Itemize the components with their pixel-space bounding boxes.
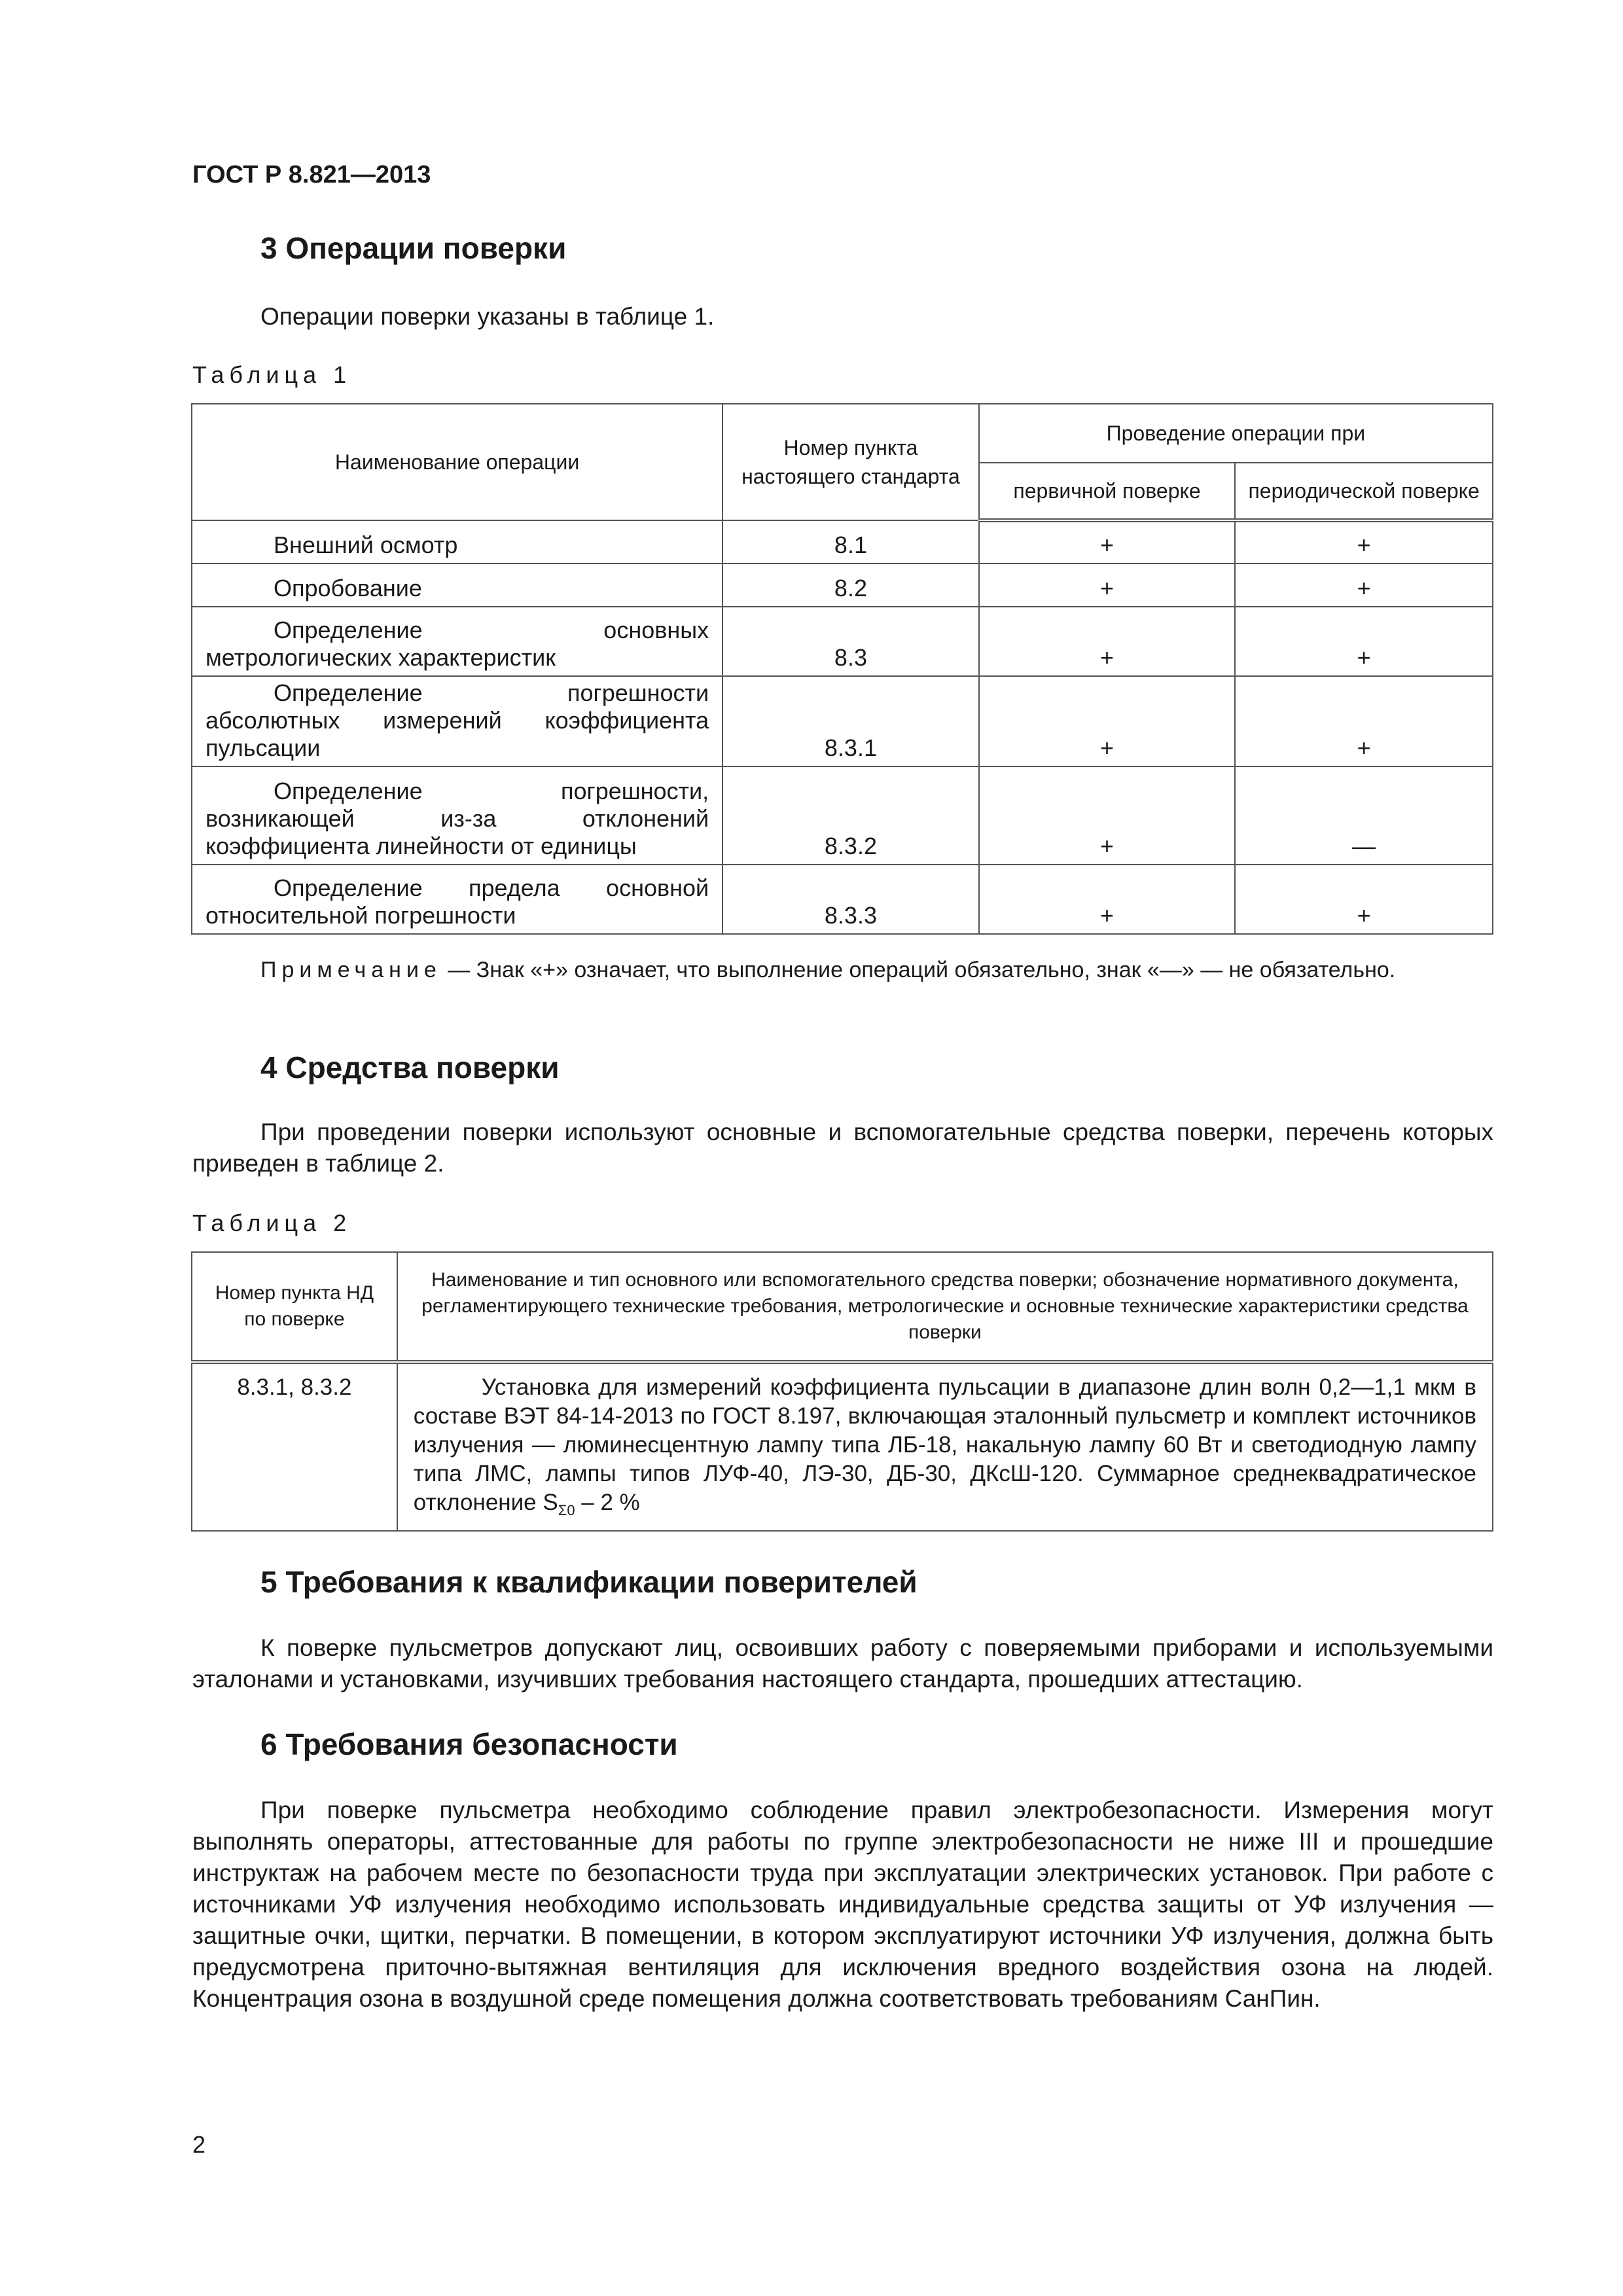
t1-cell-number: 8.2 <box>722 564 979 607</box>
t1-cell-name: Определение предела основной относительной погрешности <box>192 865 722 934</box>
t1-cell-primary: + <box>979 520 1236 564</box>
t1-cell-name: Опробование <box>192 564 722 607</box>
t2-header-number: Номер пункта НД по поверке <box>192 1252 397 1362</box>
section-3-title: 3 Операции поверки <box>260 231 567 265</box>
t2-desc-text: Установка для измерений коэффициента пульсации в диапазоне длин волн 0,2—1,1 мкм в составе ВЭТ 84-14-2013 по ГОСТ 8.197, включающая эталонный пульсметр и комплект источников излучения — люминесцентную лампу типа ЛБ-18, накальную лампу 60 Вт и светодиодную лампу типа ЛМС, лампы типов ЛУФ-40, ЛЭ-30, ДБ-30, ДКсШ-120. Суммарное среднеквадратическое отклонение S <box>413 1374 1476 1515</box>
t1-cell-number: 8.3.2 <box>722 766 979 865</box>
table-1-note <box>192 954 1493 986</box>
table-row <box>192 676 1493 766</box>
t2-header-name: Наименование и тип основного или вспомогательного средства поверки; обозначение нормативного документа, регламентирующего технические требования, метрологические и основные технические характеристики средства поверки <box>397 1252 1493 1362</box>
t2-cell-number: 8.3.1, 8.3.2 <box>192 1362 397 1531</box>
t1-cell-primary: + <box>979 865 1236 934</box>
t1-cell-name: Внешний осмотр <box>192 520 722 564</box>
note-text: — Знак «+» означает, что выполнение операций обязательно, знак «—» — не обязательно. <box>441 958 1396 982</box>
t1-cell-name: Определение погрешности абсолютных измерений коэффициента пульсации <box>192 676 722 766</box>
t1-header-number: Номер пункта настоящего стандарта <box>722 404 979 520</box>
t1-cell-number: 8.1 <box>722 520 979 564</box>
table-row <box>192 564 1493 607</box>
t1-header-performing: Проведение операции при <box>979 404 1493 463</box>
document-header: ГОСТ Р 8.821—2013 <box>192 161 431 188</box>
section-3-text: Операции поверки указаны в таблице 1. <box>260 303 715 330</box>
t1-header-primary: первичной поверке <box>979 463 1236 520</box>
table-row <box>192 766 1493 865</box>
note-label: Примечание <box>260 958 442 982</box>
t1-cell-periodic: + <box>1235 865 1493 934</box>
t2-desc-tail: – 2 % <box>575 1490 640 1515</box>
t1-cell-periodic: + <box>1235 564 1493 607</box>
t1-cell-primary: + <box>979 564 1236 607</box>
t1-cell-periodic: + <box>1235 607 1493 676</box>
t1-cell-number: 8.3 <box>722 607 979 676</box>
t1-cell-periodic: — <box>1235 766 1493 865</box>
t1-header-name: Наименование операции <box>192 404 722 520</box>
table-2-label: Таблица 2 <box>192 1210 352 1236</box>
t1-cell-primary: + <box>979 607 1236 676</box>
t1-cell-primary: + <box>979 766 1236 865</box>
t1-header-periodic: периодической поверке <box>1235 463 1493 520</box>
table-row <box>192 865 1493 934</box>
section-4-title: 4 Средства поверки <box>260 1050 560 1085</box>
table-row <box>192 607 1493 676</box>
t1-cell-name: Определение основных метрологических характеристик <box>192 607 722 676</box>
table-1 <box>191 403 1493 935</box>
table-row <box>192 520 1493 564</box>
t1-cell-primary: + <box>979 676 1236 766</box>
section-6-title: 6 Требования безопасности <box>260 1727 678 1761</box>
section-5-title: 5 Требования к квалификации поверителей <box>260 1565 918 1599</box>
table-row <box>192 1362 1493 1531</box>
t1-cell-name: Определение погрешности, возникающей из-за отклонений коэффициента линейности от единицы <box>192 766 722 865</box>
t2-cell-desc <box>397 1362 1493 1531</box>
table-1-label: Таблица 1 <box>192 361 352 388</box>
t1-cell-number: 8.3.3 <box>722 865 979 934</box>
t1-cell-number: 8.3.1 <box>722 676 979 766</box>
t1-cell-periodic: + <box>1235 520 1493 564</box>
t2-desc-subscript: Σ0 <box>558 1502 575 1518</box>
section-4-text: При проведении поверки используют основные и вспомогательные средства поверки, перечень которых приведен в таблице 2. <box>192 1119 1493 1177</box>
section-5-text: К поверке пульсметров допускают лиц, освоивших работу с поверяемыми приборами и используемыми эталонами и установками, изучивших требования настоящего стандарта, прошедших аттестацию. <box>192 1634 1493 1693</box>
table-2 <box>191 1251 1493 1532</box>
page-number: 2 <box>192 2131 206 2158</box>
t1-cell-periodic: + <box>1235 676 1493 766</box>
section-6-text: При поверке пульсметра необходимо соблюдение правил электробезопасности. Измерения могут выполнять операторы, аттестованные для работы по группе электробезопасности не ниже III и прошедшие инструктаж на рабочем месте по безопасности труда при эксплуатации электрических установок. При работе с источниками УФ излучения необходимо использовать индивидуальные средства защиты от УФ излучения — защитные очки, щитки, перчатки. В помещении, в котором эксплуатируют источники УФ излучения, должна быть предусмотрена приточно-вытяжная вентиляция для исключения вредного воздействия озона на людей. Концентрация озона в воздушной среде помещения должна соответствовать требованиям СанПин. <box>192 1797 1493 2012</box>
